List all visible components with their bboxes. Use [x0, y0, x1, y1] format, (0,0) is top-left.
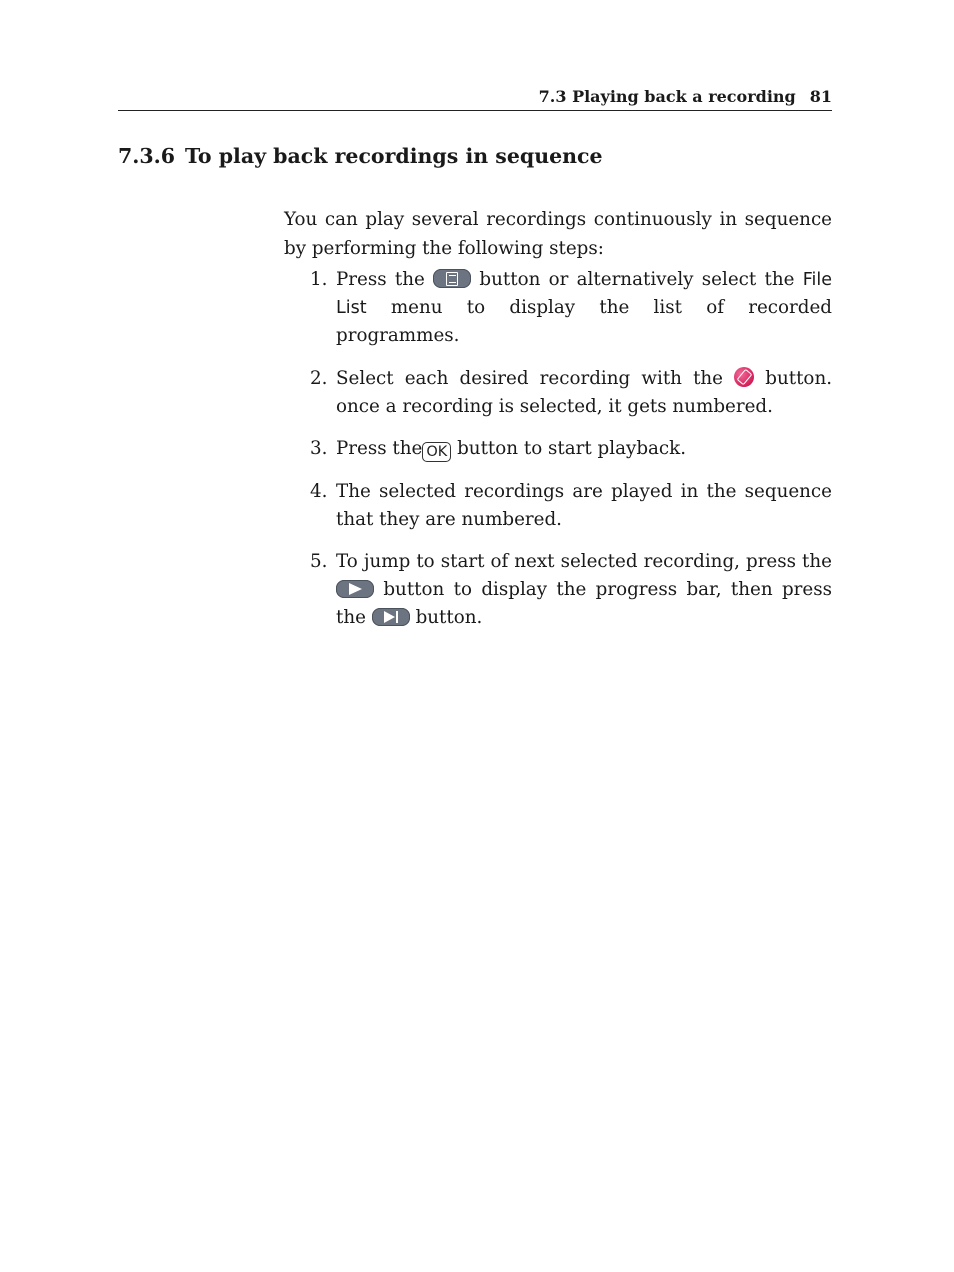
step-text: button. once a recording is selected, it gets numbered. [336, 367, 833, 417]
section-number: 7.3.6 [118, 144, 176, 168]
play-icon [336, 580, 374, 598]
step-text: To jump to start of next selected recording, press the [336, 551, 832, 572]
header-section-title: 7.3 Playing back a recording [538, 87, 796, 106]
step-4 [300, 478, 832, 534]
step-number: 1. [310, 269, 328, 290]
step-text: menu to display the list of recorded programmes. [336, 297, 832, 346]
step-text: Press the [336, 438, 423, 459]
step-text: button to start playback. [457, 438, 687, 459]
section-title: To play back recordings in sequence [185, 144, 603, 168]
select-icon [734, 367, 754, 387]
steps-list [300, 266, 832, 647]
menu-name-file-list: File List [336, 270, 833, 318]
step-text: Press the [336, 269, 425, 290]
step-number: 2. [310, 367, 328, 389]
step-text: button. [415, 607, 483, 628]
ok-button-icon: OK [422, 442, 451, 462]
step-1 [300, 266, 832, 350]
skip-next-icon [372, 608, 410, 626]
step-text: button to display the progress bar, then press the [336, 579, 832, 628]
step-number: 3. [310, 438, 328, 459]
page-number: 81 [809, 87, 832, 106]
intro-paragraph: You can play several recordings continuously in sequence by performing the following steps: [284, 209, 832, 259]
step-text: The selected recordings are played in the sequence that they are numbered. [336, 480, 832, 530]
running-header [118, 84, 832, 111]
step-2 [300, 365, 832, 421]
step-text: Select each desired recording with the [336, 367, 724, 389]
section-heading [118, 144, 603, 168]
step-3 [300, 435, 832, 463]
step-5 [300, 548, 832, 632]
step-number: 4. [310, 480, 328, 502]
step-number: 5. [310, 551, 328, 572]
step-text: button or alternatively select the [479, 269, 795, 290]
file-list-icon [433, 269, 471, 288]
